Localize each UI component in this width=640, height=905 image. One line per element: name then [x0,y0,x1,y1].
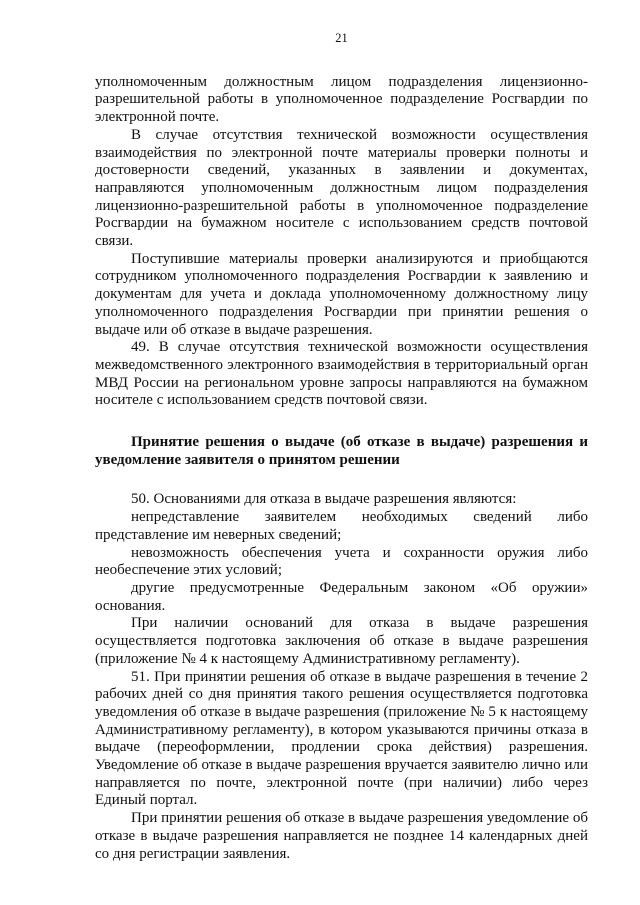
list-item: невозможность обеспечения учета и сохранности оружия либо необеспечение этих условий; [95,544,588,579]
paragraph-continuation: уполномоченным должностным лицом подразделения лицензионно-разрешительной работы в уполномоченное подразделение Росгвардии по электронной почте. [95,73,588,126]
paragraph: При принятии решения об отказе в выдаче разрешения уведомление об отказе в выдаче разрешения направляется не позднее 14 календарных дней со дня регистрации заявления. [95,810,588,862]
paragraph: В случае отсутствия технической возможности осуществления взаимодействия по электронной почте материалы проверки полноты и достоверности сведений, указанных в заявлении и документах, направляются уполномоченным должностным лицом подразделения лицензионно-разрешительной работы в уполномоченное подразделение Росгвардии на бумажном носителе с использованием средств почтовой связи. [95,126,588,250]
paragraph: Поступившие материалы проверки анализируются и приобщаются сотрудником уполномоченного подразделения Росгвардии к заявлению и документам для учета и доклада уполномоченному должностному лицу уполномоченного подразделения Росгвардии при принятии решения о выдаче или об отказе в выдаче разрешения. [95,250,588,338]
paragraph-item-49: 49. В случае отсутствия технической возможности осуществления межведомственного электронного взаимодействия в территориальный орган МВД России на региональном уровне запросы направляются на бумажном носителе с использованием средств почтовой связи. [95,339,588,409]
paragraph-item-50: 50. Основаниями для отказа в выдаче разрешения являются: [131,491,517,508]
list-item: другие предусмотренные Федеральным законом «Об оружии» основания. [95,579,588,614]
list-item: непредставление заявителем необходимых сведений либо представление им неверных сведений; [95,509,588,543]
paragraph: При наличии оснований для отказа в выдаче разрешения осуществляется подготовка заключения об отказе в выдаче разрешения (приложение № 4 к настоящему Административному регламенту). [95,615,588,667]
paragraph-item-51: 51. При принятии решения об отказе в выдаче разрешения в течение 2 рабочих дней со дня принятия такого решения осуществляется подготовка уведомления об отказе в выдаче разрешения (приложение № 5 к настоящему Административному регламенту), в котором указываются причины отказа в выдаче (переоформлении, продлении срока действия) разрешения. Уведомление об отказе в выдаче разрешения вручается заявителю лично или направляется по почте, электронной почте (при наличии) либо через Единый портал. [95,668,588,809]
page-number: 21 [335,31,348,45]
section-heading: Принятие решения о выдаче (об отказе в выдаче) разрешения и уведомление заявителя о принятом решении [95,434,588,468]
